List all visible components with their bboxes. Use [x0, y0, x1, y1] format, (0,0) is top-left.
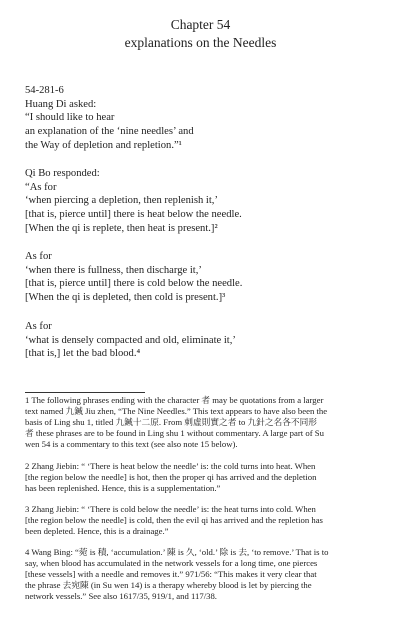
body-block	[25, 320, 385, 361]
footnote-line: network vessels.” See also 1617/35, 919/1, and 117/38.	[25, 590, 217, 601]
body-line: ‘what is densely compacted and old, eliminate it,’	[25, 334, 236, 346]
footnote-line: has been replenished. Hence, this is a supplementation.”	[25, 482, 221, 493]
body-block	[25, 167, 385, 235]
body-block	[25, 84, 385, 152]
footnote-line: [the region below the needle] is cold, then the evil qi has arrived and the repletion has	[25, 514, 323, 525]
footnote-line: wen 54 is a commentary to this text (see also note 15 below).	[25, 438, 238, 449]
body-line: [When the qi is depleted, then cold is present.]³	[25, 292, 226, 304]
footnote-line: say, when blood has accumulated in the network vessels for a long time, one pierces	[25, 557, 318, 568]
body-line: Qi Bo responded:	[25, 168, 100, 179]
body-line: “I should like to hear	[25, 112, 115, 124]
body-line: [that is, pierce until] there is cold below the needle.	[25, 278, 243, 290]
footnote	[25, 395, 382, 449]
body-line: [that is,] let the bad blood.⁴	[25, 348, 141, 360]
footnote-line: 3 Zhang Jiebin: “ ‘There is cold below the needle’ is: the heat turns into cold. When	[25, 504, 316, 514]
footnote-line: the phrase 去宛陳 (in Su wen 14) is a therapy whereby blood is let by piercing the	[25, 579, 312, 590]
footnote	[25, 504, 382, 537]
footnote-line: 者 these phrases are to be found in Ling shu 1 without commentary. A large part of Su	[25, 427, 324, 438]
footnote-line: been depleted. Hence, this is a drainage.”	[25, 525, 169, 536]
body-line: an explanation of the ‘nine needles’ and	[25, 126, 194, 138]
footnote-line: text named 九鍼 Jiu zhen, “The Nine Needles.” This text appears to have also been the	[25, 405, 328, 416]
footnote-line: 4 Wang Bing: “菀 is 積, ‘accumulation.’ 陳 is 久, ‘old.’ 除 is 去, ‘to remove.’ That is to	[25, 547, 329, 557]
footnote-line: [these vessels] with a needle and removes it.” 971/56: “This makes it very clear that	[25, 568, 317, 579]
body-line: [When the qi is replete, then heat is present.]²	[25, 222, 218, 234]
section-id: 54-281-6	[25, 85, 64, 96]
body-line: As for	[25, 321, 52, 332]
body-line: [that is, pierce until] there is heat below the needle.	[25, 209, 242, 221]
footnote	[25, 461, 382, 494]
body-block	[25, 250, 385, 305]
body-line: ‘when there is fullness, then discharge it,’	[25, 264, 202, 276]
chapter-title: explanations on the Needles	[124, 35, 277, 50]
footnote	[25, 547, 382, 601]
footnote-line: 2 Zhang Jiebin: “ ‘There is heat below the needle’ is: the cold turns into heat. When	[25, 461, 316, 471]
body-line: Huang Di asked:	[25, 98, 97, 110]
footnote-line: basis of Ling shu 1, titled 九鍼十二原. From 刺虛則實之者 to 九針之名各不同形	[25, 416, 317, 427]
footnote-line: 1 The following phrases ending with the character 者 may be quotations from a larger	[25, 395, 324, 405]
body-line: ‘when piercing a depletion, then replenish it,’	[25, 195, 218, 207]
footnote-divider	[25, 392, 145, 393]
body-line: “As for	[25, 181, 57, 193]
body-line: As for	[25, 251, 52, 262]
body-line: the Way of depletion and repletion.”¹	[25, 139, 182, 151]
chapter-number: Chapter 54	[170, 17, 231, 32]
footnote-line: [the region below the needle] is hot, then the proper qi has arrived and the depletion	[25, 471, 317, 482]
